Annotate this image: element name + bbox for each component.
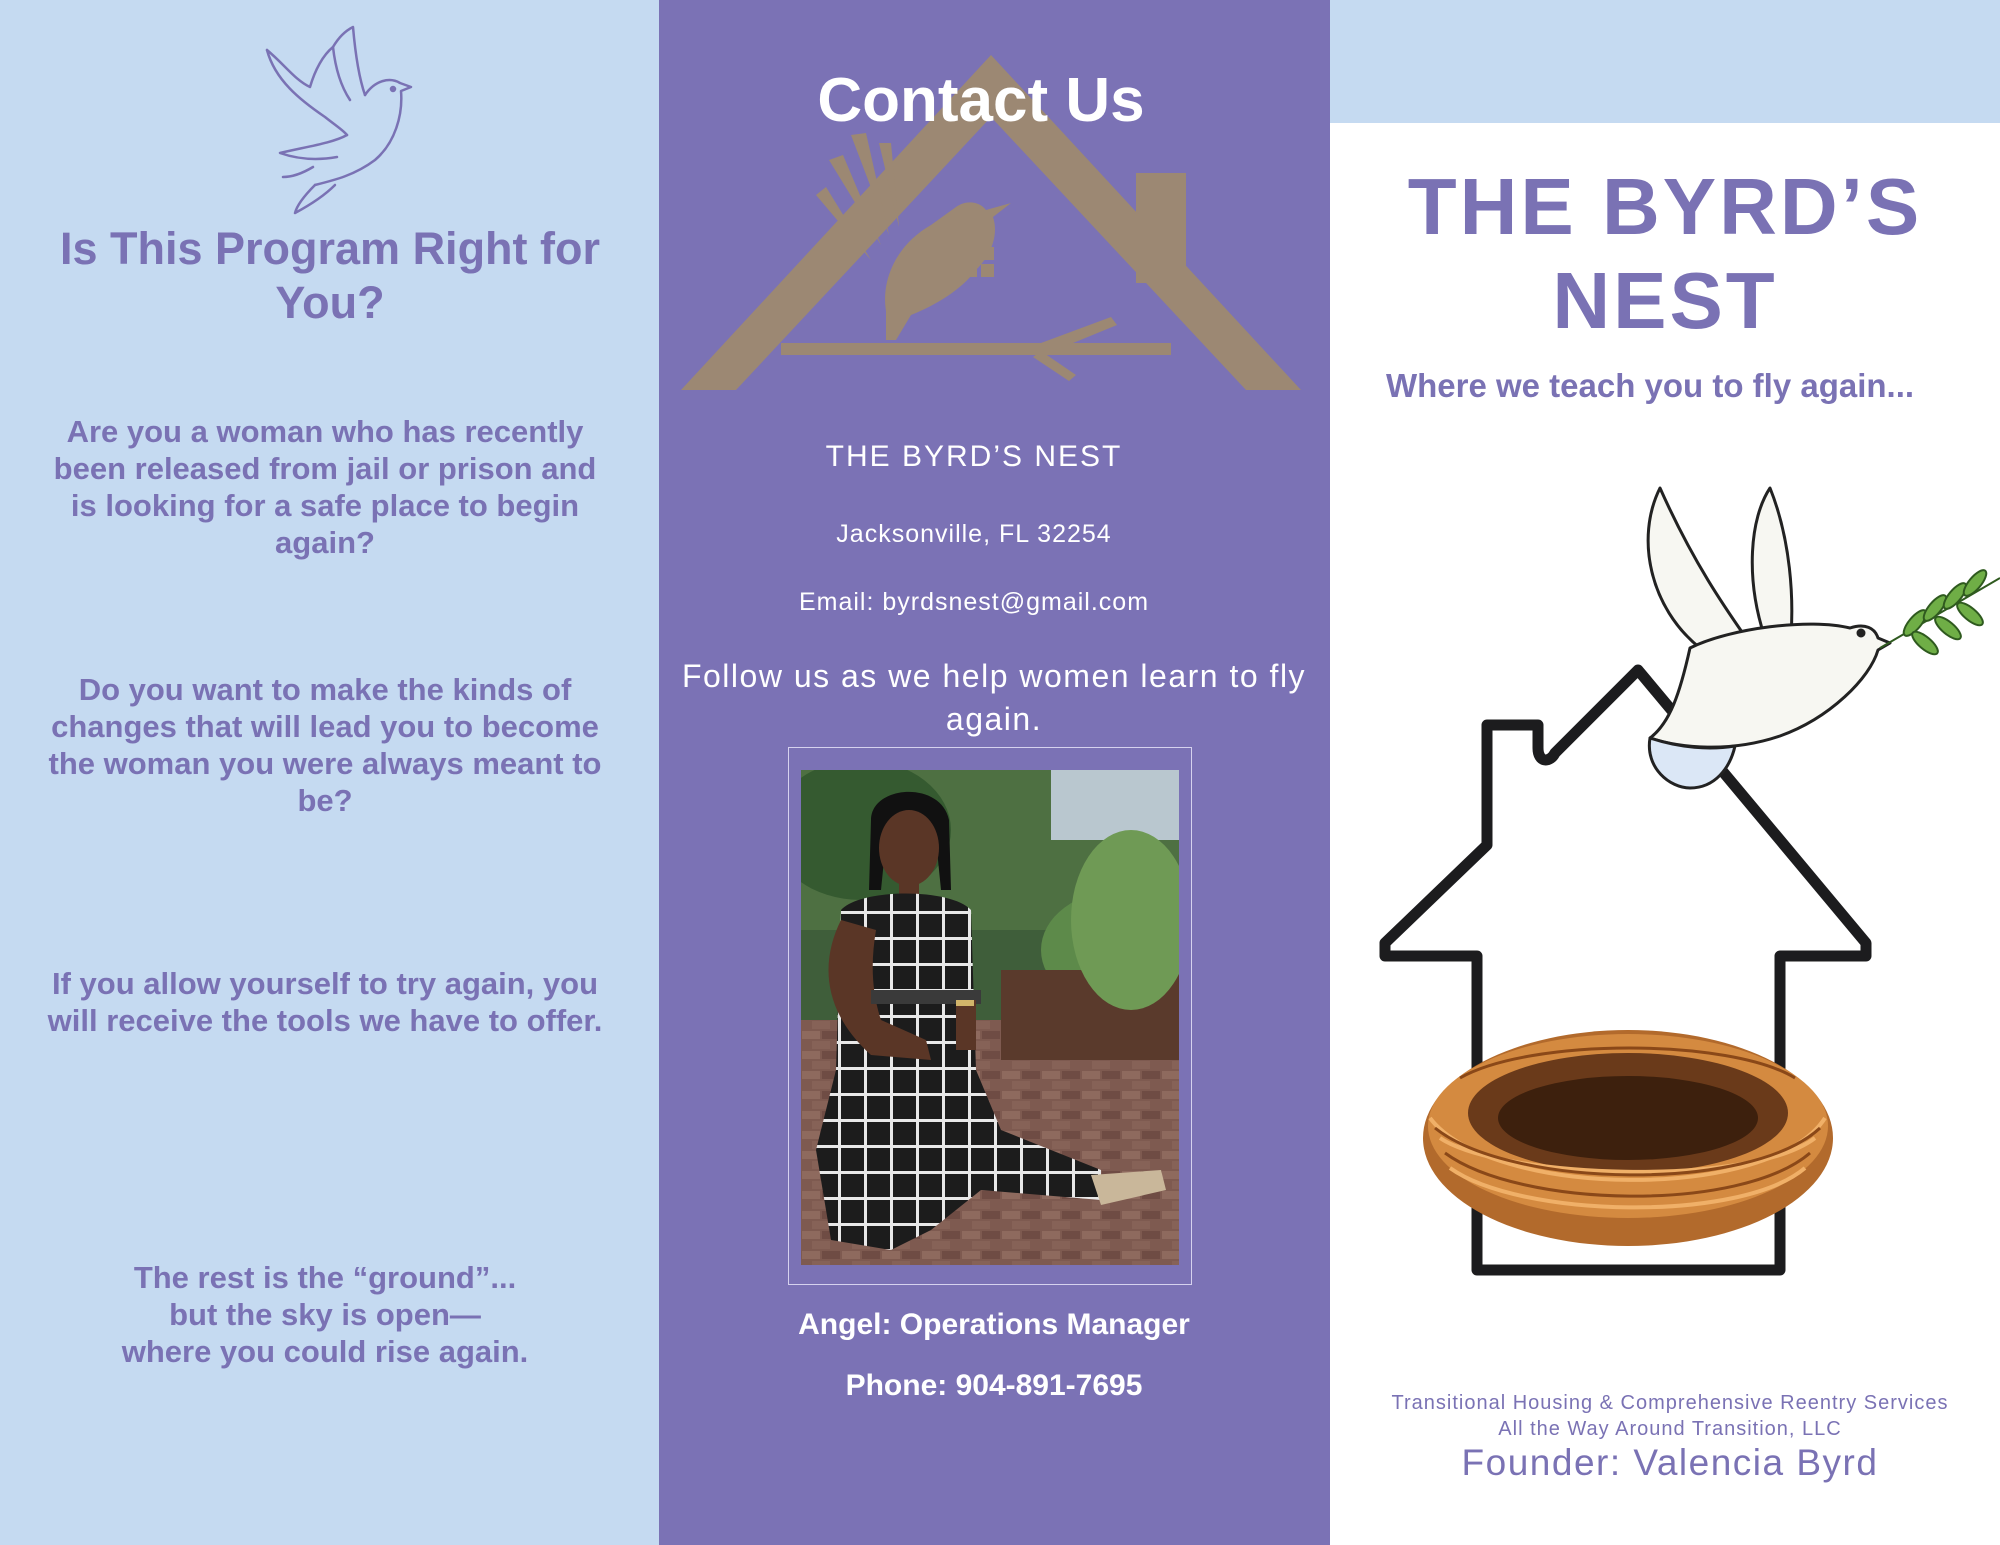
founder-text: Founder: Valencia Byrd	[1461, 1442, 1879, 1483]
left-panel	[0, 0, 659, 1545]
company-name-text: All the Way Around Transition, LLC	[1498, 1418, 1842, 1440]
contact-panel	[659, 0, 1330, 1545]
question-paragraph-1: Are you a woman who has recently been released from jail or prison and is looking for a safe place to begin again?	[53, 414, 597, 560]
dove-house-nest-illustration	[1350, 478, 2000, 1283]
services-text: Transitional Housing & Comprehensive Reentry Services	[1391, 1392, 1949, 1414]
follow-text: Follow us as we help women learn to fly again.	[681, 658, 1307, 737]
photo-frame	[788, 747, 1192, 1285]
contact-title: Contact Us	[817, 66, 1145, 135]
phone-text: Phone: 904-891-7695	[845, 1369, 1143, 1402]
dove-outline-icon	[255, 25, 425, 215]
top-color-band	[1330, 0, 2000, 123]
brand-title: THE BYRD’S NEST	[1407, 162, 1923, 345]
question-paragraph-2: Do you want to make the kinds of changes that will lead you to become the woman you were always meant to be?	[48, 672, 602, 818]
encouragement-paragraph: If you allow yourself to try again, you will receive the tools we have to offer.	[47, 966, 603, 1038]
left-heading: Is This Program Right for You?	[59, 223, 601, 328]
manager-text: Angel: Operations Manager	[798, 1308, 1190, 1341]
tagline: Where we teach you to fly again...	[1385, 367, 1915, 404]
cover-panel	[1330, 0, 2000, 1545]
address-text: Jacksonville, FL 32254	[836, 520, 1112, 548]
email-text: Email: byrdsnest@gmail.com	[798, 588, 1150, 616]
woman-seated-photo	[801, 770, 1179, 1265]
organization-name: THE BYRD’S NEST	[825, 440, 1123, 473]
closing-paragraph: The rest is the “ground”... but the sky is open— where you could rise again.	[121, 1260, 529, 1369]
